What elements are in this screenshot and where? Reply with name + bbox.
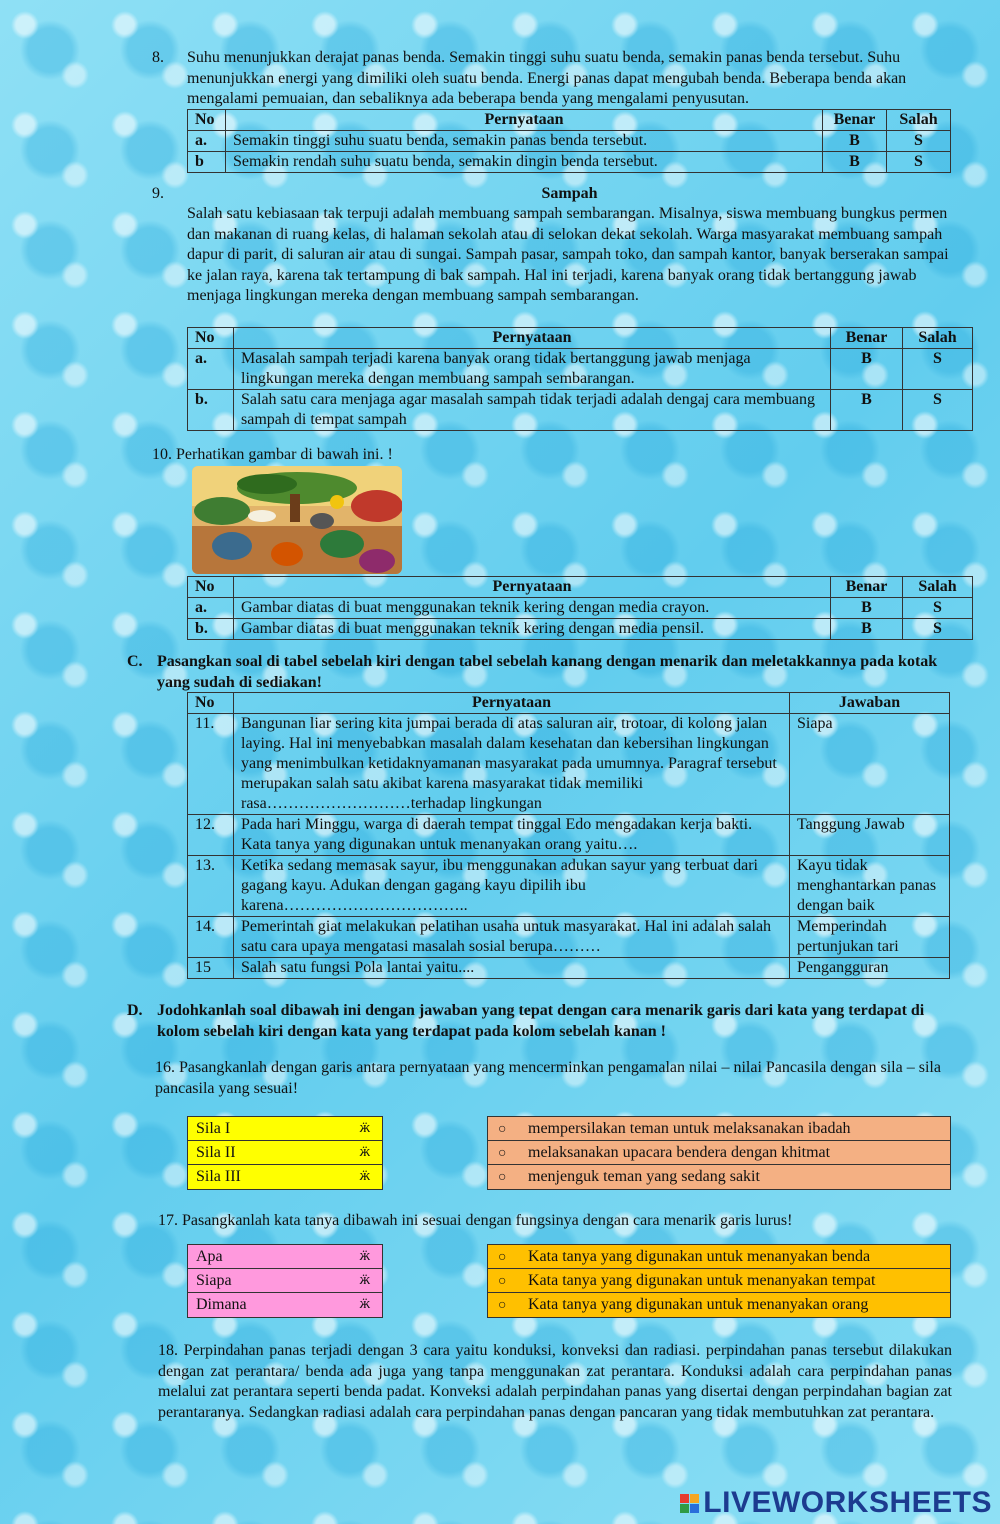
row-no: a. — [188, 598, 234, 619]
connector-circle-icon[interactable]: ○ — [498, 1170, 507, 1185]
statement-label: menjenguk teman yang sedang sakit — [528, 1168, 760, 1185]
row-no: 15 — [188, 958, 234, 979]
header-salah: Salah — [903, 577, 973, 598]
q10-table — [187, 576, 973, 640]
question-word-list — [187, 1244, 383, 1318]
q8-paragraph: Suhu menunjukkan derajat panas benda. Semakin tinggi suhu suatu benda, semakin panas benda tersebut. Suhu menunjukkan energi yang dimiliki oleh suatu benda. Energi panas dapat mengubah benda. Beberapa benda akan mengalami pemuaian, dan sebaliknya ada beberapa benda yang mengalami penyusutan. — [187, 49, 907, 107]
statement-label: melaksanakan upacara bendera dengan khitmat — [528, 1144, 831, 1161]
answer-salah[interactable]: S — [903, 619, 973, 640]
liveworksheets-logo-icon — [680, 1494, 699, 1513]
row-statement: Ketika sedang memasak sayur, ibu menggunakan adukan sayur yang terbuat dari gagang kayu. Adukan dengan gagang kayu dipilih ibu karena…………………………….. — [234, 856, 790, 917]
table-row — [188, 714, 950, 815]
table-row — [188, 856, 950, 917]
connector-dot-icon[interactable]: ӝ — [359, 1272, 370, 1288]
question-word-item[interactable] — [188, 1269, 382, 1293]
row-statement: Salah satu cara menjaga agar masalah sampah tidak terjadi adalah dengaj cara membuang sampah di tempat sampah — [234, 390, 831, 431]
answer-benar[interactable]: B — [831, 390, 903, 431]
sila-item[interactable] — [188, 1141, 382, 1165]
header-pernyataan: Pernyataan — [234, 577, 831, 598]
function-list — [487, 1244, 951, 1318]
answer-benar[interactable]: B — [823, 131, 887, 152]
q16-prompt: 16. Pasangkanlah dengan garis antara pernyataan yang mencerminkan pengamalan nilai – nilai Pancasila dengan sila – sila pancasila yang sesuai! — [155, 1059, 941, 1097]
row-no: 12. — [188, 815, 234, 856]
q10-prompt: 10. Perhatikan gambar di bawah ini. ! — [152, 446, 393, 463]
answer-benar[interactable]: B — [831, 349, 903, 390]
header-pernyataan: Pernyataan — [234, 328, 831, 349]
section-d-instruction: Jodohkanlah soal dibawah ini dengan jawaban yang tepat dengan cara menarik garis dari kata yang terdapat di kolom sebelah kiri dengan kata yang terdapat pada kolom sebelah kanan ! — [157, 1002, 925, 1040]
section-c-instruction: Pasangkan soal di tabel sebelah kiri dengan tabel sebelah kanang dengan menarik dan meletakkannya pada kotak yang sudah di sediakan! — [157, 653, 938, 691]
connector-dot-icon[interactable]: ӝ — [359, 1248, 370, 1264]
row-no: b. — [188, 619, 234, 640]
connector-dot-icon[interactable]: ӝ — [359, 1168, 370, 1184]
q18-paragraph: 18. Perpindahan panas terjadi dengan 3 cara yaitu konduksi, konveksi dan radiasi. perpindahan panas tersebut dilakukan dengan zat perantara/ benda ada juga yang tanpa menggunakan zat perantara. Konduksi adalah cara perpindahan panas melalui zat perantara seperti benda padat. Konveksi adalah perpindahan panas yang disertai dengan perpindahan bagian zat perantaranya. Sedangkan radiasi adalah cara perpindahan panas dengan pancaran yang tidak membutuhkan zat perantara. — [158, 1342, 952, 1421]
header-salah: Salah — [903, 328, 973, 349]
sila-item[interactable] — [188, 1165, 382, 1189]
answer-salah[interactable]: S — [903, 349, 973, 390]
connector-circle-icon[interactable]: ○ — [498, 1250, 507, 1265]
brand-name: LIVEWORKSHEETS — [703, 1486, 992, 1519]
header-jawaban: Jawaban — [790, 693, 950, 714]
q9-number: 9. — [152, 185, 164, 202]
sila-item[interactable] — [188, 1117, 382, 1141]
function-item[interactable] — [488, 1269, 950, 1293]
connector-dot-icon[interactable]: ӝ — [359, 1144, 370, 1160]
row-no: 11. — [188, 714, 234, 815]
question-word-item[interactable] — [188, 1245, 382, 1269]
question-word-item[interactable] — [188, 1293, 382, 1317]
q9-table — [187, 327, 973, 431]
row-statement: Semakin tinggi suhu suatu benda, semakin panas benda tersebut. — [226, 131, 823, 152]
connector-circle-icon[interactable]: ○ — [498, 1146, 507, 1161]
row-statement: Semakin rendah suhu suatu benda, semakin dingin benda tersebut. — [226, 152, 823, 173]
header-no: No — [188, 577, 234, 598]
liveworksheets-logo — [680, 1486, 992, 1520]
function-label: Kata tanya yang digunakan untuk menanyakan orang — [528, 1296, 869, 1313]
answer-salah[interactable]: S — [887, 152, 951, 173]
connector-circle-icon[interactable]: ○ — [498, 1298, 507, 1313]
answer-benar[interactable]: B — [831, 619, 903, 640]
row-statement: Masalah sampah terjadi karena banyak orang tidak bertanggung jawab menjaga lingkungan mereka dengan membuang sampah sembarangan. — [234, 349, 831, 390]
section-d-label: D. — [127, 1002, 143, 1019]
statement-item[interactable] — [488, 1117, 950, 1141]
row-statement: Salah satu fungsi Pola lantai yaitu.... — [234, 958, 790, 979]
function-item[interactable] — [488, 1293, 950, 1317]
row-statement: Bangunan liar sering kita jumpai berada di atas saluran air, trotoar, di kolong jalan laying. Hal ini menyebabkan masalah dalam kesehatan dan kebersihan lingkungan yang menimbulkan ketidaknyamanan masyarakat pada umumnya. Paragraf tersebut merupakan salah satu akibat karena masyarakat tidak memiliki rasa………………………terhadap lingkungan — [234, 714, 790, 815]
sila-label: Sila I — [196, 1120, 231, 1137]
table-row — [188, 815, 950, 856]
q9-title: Sampah — [541, 185, 598, 202]
q8-table — [187, 109, 951, 173]
statement-item[interactable] — [488, 1141, 950, 1165]
table-row — [188, 152, 951, 173]
sila-label: Sila III — [196, 1168, 241, 1185]
answer-chip[interactable]: Memperindah pertunjukan tari — [790, 917, 950, 958]
row-no: a. — [188, 349, 234, 390]
header-salah: Salah — [887, 110, 951, 131]
function-label: Kata tanya yang digunakan untuk menanyakan tempat — [528, 1272, 876, 1289]
answer-salah[interactable]: S — [887, 131, 951, 152]
table-row — [188, 390, 973, 431]
header-no: No — [188, 110, 226, 131]
answer-chip[interactable]: Tanggung Jawab — [790, 815, 950, 856]
table-row — [188, 958, 950, 979]
statement-item[interactable] — [488, 1165, 950, 1189]
table-row — [188, 917, 950, 958]
row-statement: Gambar diatas di buat menggunakan teknik kering dengan media pensil. — [234, 619, 831, 640]
row-no: b. — [188, 390, 234, 431]
connector-circle-icon[interactable]: ○ — [498, 1122, 507, 1137]
answer-benar[interactable]: B — [831, 598, 903, 619]
row-statement: Gambar diatas di buat menggunakan teknik kering dengan media crayon. — [234, 598, 831, 619]
header-pernyataan: Pernyataan — [226, 110, 823, 131]
q17-prompt: 17. Pasangkanlah kata tanya dibawah ini sesuai dengan fungsinya dengan cara menarik garis lurus! — [158, 1212, 793, 1229]
statement-list — [487, 1116, 951, 1190]
header-benar: Benar — [823, 110, 887, 131]
row-statement: Pemerintah giat melakukan pelatihan usaha untuk masyarakat. Hal ini adalah salah satu cara upaya mengatasi masalah sosial berupa……… — [234, 917, 790, 958]
answer-salah[interactable]: S — [903, 598, 973, 619]
row-no: 14. — [188, 917, 234, 958]
crayon-drawing — [192, 466, 402, 574]
statement-label: mempersilakan teman untuk melaksanakan ibadah — [528, 1120, 851, 1137]
connector-dot-icon[interactable]: ӝ — [359, 1296, 370, 1312]
connector-dot-icon[interactable]: ӝ — [359, 1120, 370, 1136]
q9-paragraph: Salah satu kebiasaan tak terpuji adalah membuang sampah sembarangan. Misalnya, siswa membuang bungkus permen dan makanan di ruang kelas, di halaman sekolah atau di selokan dekat sekolah. Warga masyarakat membuang sampah dapur di parit, di saluran air atau di sungai. Sampah pasar, sampah toko, dan sampah kantor, banyak berserakan sampai ke jalan raya, karena tak tertampung di bak sampah. Hal ini terjadi, karena banyak orang tidak bertanggung jawab menjaga lingkungan mereka dengan membuang sampah sembarangan. — [187, 205, 949, 304]
table-row — [188, 131, 951, 152]
header-benar: Benar — [831, 577, 903, 598]
sila-label: Sila II — [196, 1144, 236, 1161]
answer-chip[interactable]: Pengangguran — [790, 958, 950, 979]
question-word-label: Apa — [196, 1248, 223, 1265]
connector-circle-icon[interactable]: ○ — [498, 1274, 507, 1289]
section-c-label: C. — [127, 653, 143, 670]
row-no: b — [188, 152, 226, 173]
row-no: 13. — [188, 856, 234, 917]
header-no: No — [188, 328, 234, 349]
table-row — [188, 598, 973, 619]
table-row — [188, 349, 973, 390]
function-item[interactable] — [488, 1245, 950, 1269]
header-pernyataan: Pernyataan — [234, 693, 790, 714]
sila-list — [187, 1116, 383, 1190]
function-label: Kata tanya yang digunakan untuk menanyakan benda — [528, 1248, 871, 1265]
crayon-drawing-image — [192, 466, 402, 574]
header-no: No — [188, 693, 234, 714]
matching-table — [187, 692, 950, 979]
answer-benar[interactable]: B — [823, 152, 887, 173]
answer-salah[interactable]: S — [903, 390, 973, 431]
table-row — [188, 619, 973, 640]
question-word-label: Dimana — [196, 1296, 247, 1313]
row-no: a. — [188, 131, 226, 152]
row-statement: Pada hari Minggu, warga di daerah tempat tinggal Edo mengadakan kerja bakti. Kata tanya yang digunakan untuk menanyakan orang yaitu…. — [234, 815, 790, 856]
header-benar: Benar — [831, 328, 903, 349]
answer-chip[interactable]: Siapa — [790, 714, 950, 815]
q8-number: 8. — [152, 49, 164, 66]
answer-chip[interactable]: Kayu tidak menghantarkan panas dengan baik — [790, 856, 950, 917]
question-word-label: Siapa — [196, 1272, 232, 1289]
